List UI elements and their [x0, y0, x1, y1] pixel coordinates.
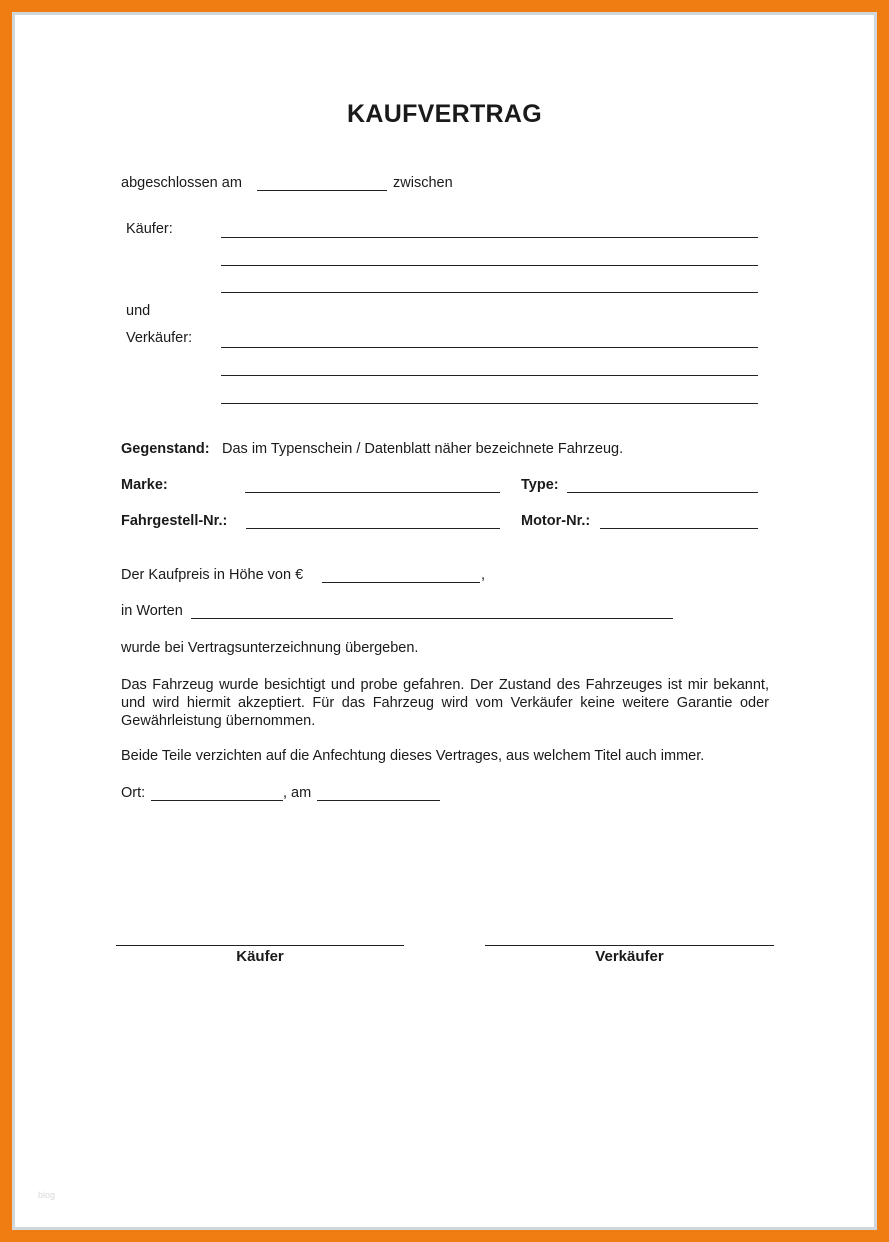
- and-label: und: [126, 303, 151, 319]
- buyer-signature-label: Käufer: [236, 948, 284, 965]
- in-words-label: in Worten: [121, 603, 183, 619]
- subject-text: Das im Typenschein / Datenblatt näher bezeichnete Fahrzeug.: [222, 441, 624, 457]
- place-label: Ort:: [121, 785, 146, 801]
- type-label: Type:: [521, 477, 559, 493]
- buyer-label: Käufer:: [126, 221, 173, 237]
- price-suffix: ,: [481, 567, 486, 583]
- buyer-line-3[interactable]: [221, 292, 758, 293]
- place-field[interactable]: [151, 800, 283, 801]
- intro-prefix: abgeschlossen am: [121, 175, 242, 191]
- subject-label: Gegenstand:: [121, 441, 210, 457]
- chassis-label: Fahrgestell-Nr.:: [121, 513, 228, 529]
- brand-field[interactable]: [245, 492, 500, 493]
- contract-date-field[interactable]: [257, 190, 387, 191]
- in-words-field[interactable]: [191, 618, 673, 619]
- place-date-field[interactable]: [317, 800, 440, 801]
- handover-text: wurde bei Vertragsunterzeichnung übergeben.: [121, 640, 419, 656]
- seller-signature-line[interactable]: [485, 945, 774, 946]
- buyer-line-2[interactable]: [221, 265, 758, 266]
- type-field[interactable]: [567, 492, 758, 493]
- engine-label: Motor-Nr.:: [521, 513, 591, 529]
- seller-line-3[interactable]: [221, 403, 758, 404]
- buyer-line-1[interactable]: [221, 237, 758, 238]
- seller-signature-label: Verkäufer: [595, 948, 664, 965]
- seller-line-1[interactable]: [221, 347, 758, 348]
- document-page: [12, 12, 877, 1230]
- waiver-text: Beide Teile verzichten auf die Anfechtung dieses Vertrages, aus welchem Titel auch immer.: [121, 748, 705, 764]
- watermark: blog: [38, 1190, 56, 1200]
- condition-paragraph: Das Fahrzeug wurde besichtigt und probe gefahren. Der Zustand des Fahrzeuges ist mir bekannt, und wird hiermit akzeptiert. Für das Fahrzeug wird vom Verkäufer keine weitere Garantie oder Gewährleistung übernommen.: [121, 677, 769, 729]
- brand-label: Marke:: [121, 477, 168, 493]
- engine-field[interactable]: [600, 528, 758, 529]
- place-date-label: , am: [283, 785, 312, 801]
- chassis-field[interactable]: [246, 528, 500, 529]
- price-field[interactable]: [322, 582, 480, 583]
- seller-line-2[interactable]: [221, 375, 758, 376]
- intro-suffix: zwischen: [393, 175, 453, 191]
- document-title: KAUFVERTRAG: [347, 100, 542, 128]
- buyer-signature-line[interactable]: [116, 945, 404, 946]
- seller-label: Verkäufer:: [126, 330, 193, 346]
- price-prefix: Der Kaufpreis in Höhe von €: [121, 567, 304, 583]
